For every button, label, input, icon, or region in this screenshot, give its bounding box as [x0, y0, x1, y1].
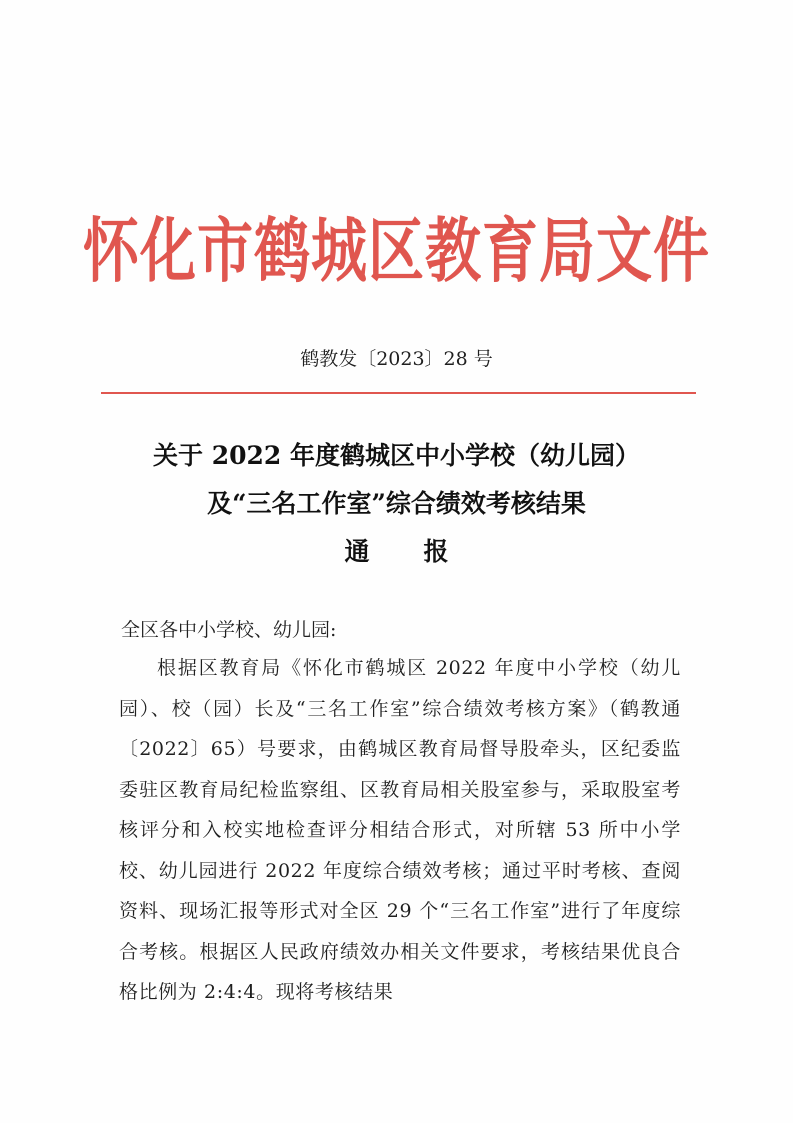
- red-divider-line: [101, 392, 696, 394]
- salutation: 全区各中小学校、幼儿园:: [121, 619, 337, 641]
- issuer-header: 怀化市鹤城区教育局文件: [83, 211, 710, 293]
- document-title-line-2: 及“三名工作室”综合绩效考核结果: [207, 489, 586, 518]
- document-title-line-3: 通报: [344, 537, 503, 566]
- body-paragraph: 根据区教育局《怀化市鹤城区 2022 年度中小学校（幼儿园）、校（园）长及“三名工作室”综合绩效考核方案》（鹤教通〔2022〕65）号要求，由鹤城区教育局督导股牵头，区纪委监委驻区教育局纪检监察组、区教育局相关股室参与，采取股室考核评分和入校实地检查评分相结合形式，对所辖 53 所中小学校、幼儿园进行 2022 年度综合绩效考核；通过平时考核、查阅资料、现场汇报等形式对全区 29 个“三名工作室”进行了年度综合考核。根据区人民政府绩效办相关文件要求，考核结果优良合格比例为 2:4:4。现将考核结果: [119, 657, 681, 1003]
- document-number: 鹤教发〔2023〕28 号: [300, 348, 493, 370]
- document-title-line-1: 关于 2022 年度鹤城区中小学校（幼儿园）: [153, 441, 640, 470]
